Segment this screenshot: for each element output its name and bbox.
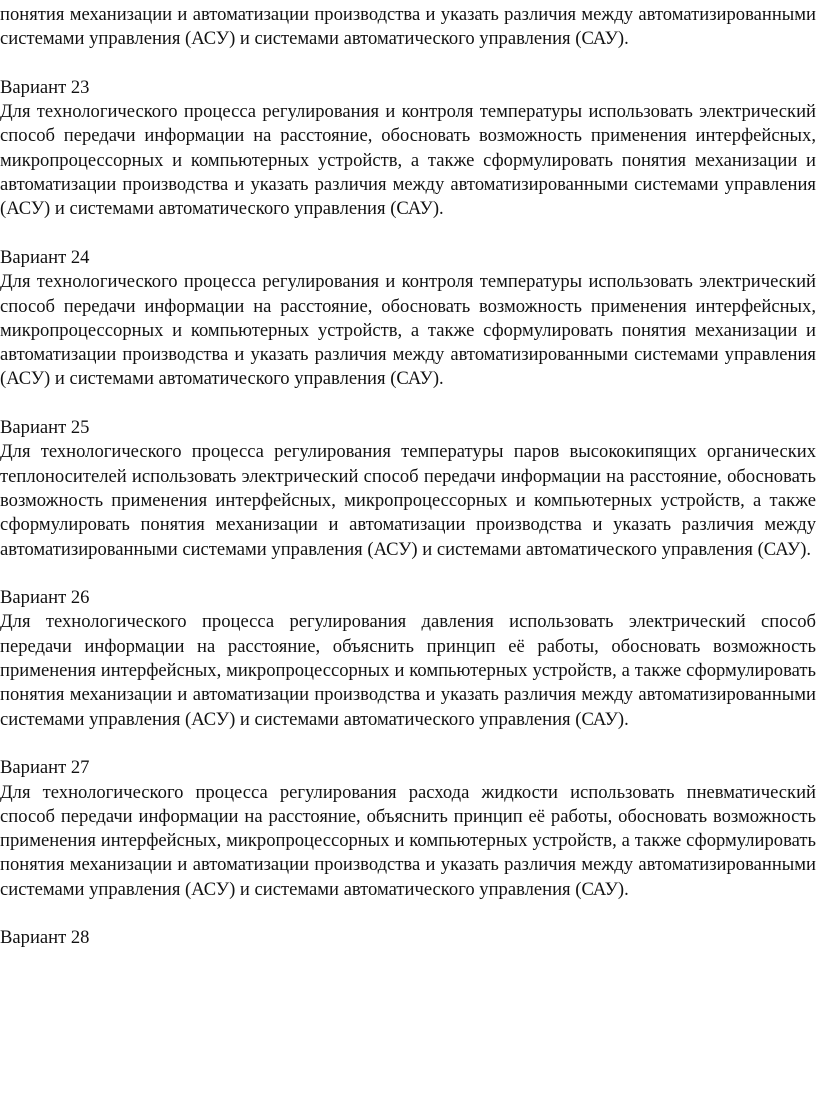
variant-24-block	[0, 246, 816, 392]
variant-25-text: Для технологического процесса регулирования температуры паров высококипящих органических теплоносителей использовать электрический способ передачи информации на расстояние, обосновать возможность применения интерфейсных, микропроцессорных и компьютерных устройств, а также сформулировать понятия механизации и автоматизации производства и указать различия между автоматизированными системами управления (АСУ) и системами автоматического управления (САУ).	[0, 441, 816, 560]
variant-24-title: Вариант 24	[0, 246, 90, 268]
variant-23-block	[0, 76, 816, 222]
variant-25-title: Вариант 25	[0, 417, 90, 439]
variant-27-text: Для технологического процесса регулирования расхода жидкости использовать пневматический способ передачи информации на расстояние, объяснить принцип её работы, обосновать возможность применения интерфейсных, микропроцессорных и компьютерных устройств, а также сформулировать понятия механизации и автоматизации производства и указать различия между автоматизированными системами управления (АСУ) и системами автоматического управления (САУ).	[0, 781, 816, 900]
intro-block	[0, 3, 816, 52]
variant-23-title: Вариант 23	[0, 76, 90, 98]
variant-27-block	[0, 756, 816, 902]
variant-26-block	[0, 586, 816, 732]
variant-28-block	[0, 926, 816, 950]
variant-26-title: Вариант 26	[0, 587, 90, 609]
variant-24-text: Для технологического процесса регулирования и контроля температуры использовать электрический способ передачи информации на расстояние, обосновать возможность применения интерфейсных, микропроцессорных и компьютерных устройств, а также сформулировать понятия механизации и автоматизации производства и указать различия между автоматизированными системами управления (АСУ) и системами автоматического управления (САУ).	[0, 271, 816, 390]
variant-28-title: Вариант 28	[0, 927, 90, 949]
variant-27-title: Вариант 27	[0, 757, 90, 779]
variant-23-text: Для технологического процесса регулирования и контроля температуры использовать электрический способ передачи информации на расстояние, обосновать возможность применения интерфейсных, микропроцессорных и компьютерных устройств, а также сформулировать понятия механизации и автоматизации производства и указать различия между автоматизированными системами управления (АСУ) и системами автоматического управления (САУ).	[0, 101, 816, 220]
intro-paragraph: понятия механизации и автоматизации производства и указать различия между автоматизированными системами управления (АСУ) и системами автоматического управления (САУ).	[0, 4, 816, 50]
variant-25-block	[0, 416, 816, 562]
variant-26-text: Для технологического процесса регулирования давления использовать электрический способ передачи информации на расстояние, объяснить принцип её работы, обосновать возможность применения интерфейсных, микропроцессорных и компьютерных устройств, а также сформулировать понятия механизации и автоматизации производства и указать различия между автоматизированными системами управления (АСУ) и системами автоматического управления (САУ).	[0, 611, 816, 730]
